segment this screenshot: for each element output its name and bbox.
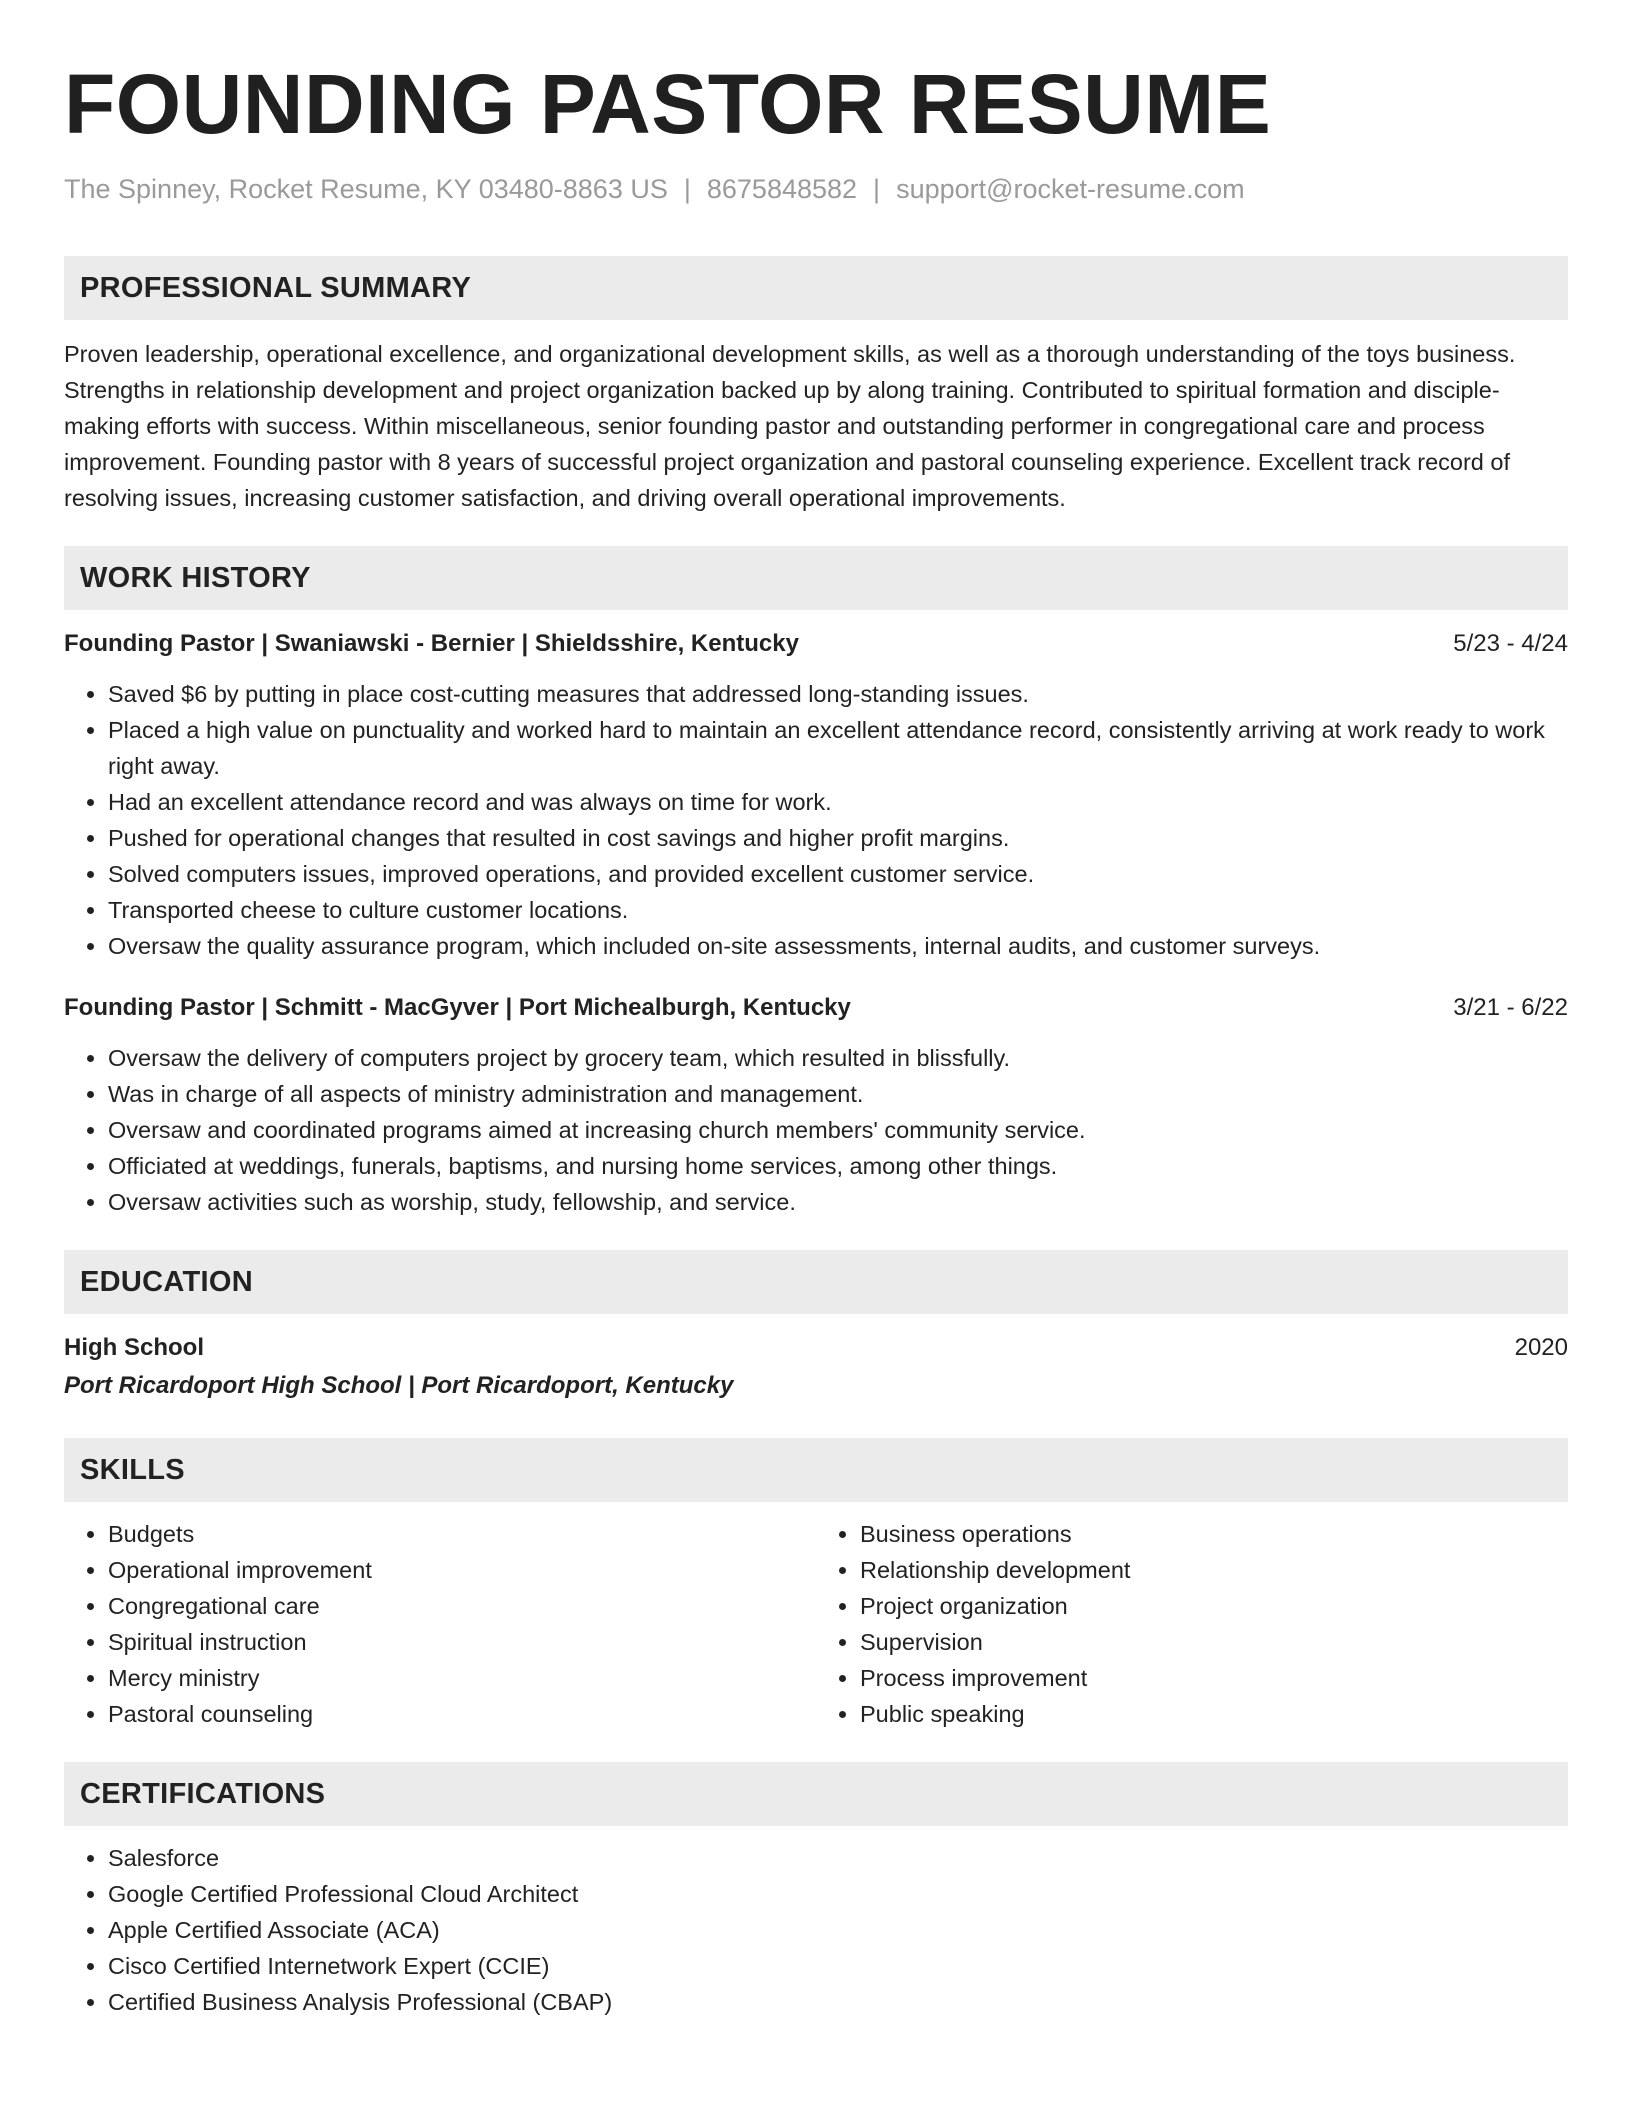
- list-item: • Placed a high value on punctuality and worked hard to maintain an excellent attendance record, consistently arriving at work ready to work right away.: [108, 712, 1568, 784]
- list-item: • Salesforce: [108, 1840, 1568, 1876]
- certifications-list: [64, 1840, 1568, 2020]
- list-item: • Supervision: [860, 1624, 1568, 1660]
- section-header-summary: PROFESSIONAL SUMMARY: [64, 256, 1568, 320]
- job-entry: [64, 626, 1568, 964]
- education-degree: High School: [64, 1334, 204, 1361]
- contact-phone: 8675848582: [706, 174, 858, 204]
- contact-separator: |: [873, 174, 881, 204]
- job-title: Founding Pastor | Swaniawski - Bernier | Shieldsshire, Kentucky: [64, 630, 799, 657]
- list-item: • Budgets: [108, 1516, 816, 1552]
- skills-list-right: [816, 1516, 1568, 1732]
- list-item: • Project organization: [860, 1588, 1568, 1624]
- section-header-work-history: WORK HISTORY: [64, 546, 1568, 610]
- skills-grid: [64, 1502, 1568, 1732]
- section-header-education: EDUCATION: [64, 1250, 1568, 1314]
- contact-address: The Spinney, Rocket Resume, KY 03480-8863 US: [64, 174, 668, 204]
- list-item: • Apple Certified Associate (ACA): [108, 1912, 1568, 1948]
- list-item: • Oversaw and coordinated programs aimed at increasing church members' community service.: [108, 1112, 1568, 1148]
- job-header: [64, 626, 1568, 662]
- list-item: • Pushed for operational changes that resulted in cost savings and higher profit margins.: [108, 820, 1568, 856]
- job-title: Founding Pastor | Schmitt - MacGyver | Port Michealburgh, Kentucky: [64, 994, 851, 1021]
- list-item: • Operational improvement: [108, 1552, 816, 1588]
- contact-line: [64, 172, 1568, 206]
- list-item: • Mercy ministry: [108, 1660, 816, 1696]
- education-school: Port Ricardoport High School | Port Ricardoport, Kentucky: [64, 1372, 734, 1399]
- list-item: • Process improvement: [860, 1660, 1568, 1696]
- list-item: • Public speaking: [860, 1696, 1568, 1732]
- section-header-certifications: CERTIFICATIONS: [64, 1762, 1568, 1826]
- list-item: • Transported cheese to culture customer locations.: [108, 892, 1568, 928]
- list-item: • Cisco Certified Internetwork Expert (CCIE): [108, 1948, 1568, 1984]
- resume-title: FOUNDING PASTOR RESUME: [64, 57, 1272, 151]
- list-item: • Pastoral counseling: [108, 1696, 816, 1732]
- list-item: • Solved computers issues, improved operations, and provided excellent customer service.: [108, 856, 1568, 892]
- job-header: [64, 990, 1568, 1026]
- job-dates: 5/23 - 4/24: [1453, 630, 1568, 657]
- list-item: • Business operations: [860, 1516, 1568, 1552]
- list-item: • Officiated at weddings, funerals, baptisms, and nursing home services, among other things.: [108, 1148, 1568, 1184]
- summary-text: Proven leadership, operational excellence, and organizational development skills, as well as a thorough understanding of the toys business. Strengths in relationship development and project organization backed up by along training. Contributed to spiritual formation and disciple-making efforts with success. Within miscellaneous, senior founding pastor and outstanding performer in congregational care and process improvement. Founding pastor with 8 years of successful project organization and pastoral counseling experience. Excellent track record of resolving issues, increasing customer satisfaction, and driving overall operational improvements.: [64, 341, 1516, 511]
- list-item: • Oversaw the quality assurance program, which included on-site assessments, internal audits, and customer surveys.: [108, 928, 1568, 964]
- education-year: 2020: [1514, 1334, 1568, 1361]
- list-item: • Oversaw activities such as worship, study, fellowship, and service.: [108, 1184, 1568, 1220]
- list-item: • Spiritual instruction: [108, 1624, 816, 1660]
- list-item: • Was in charge of all aspects of ministry administration and management.: [108, 1076, 1568, 1112]
- job-bullets: [64, 676, 1568, 964]
- list-item: • Google Certified Professional Cloud Architect: [108, 1876, 1568, 1912]
- contact-email: support@rocket-resume.com: [896, 174, 1245, 204]
- list-item: • Certified Business Analysis Professional (CBAP): [108, 1984, 1568, 2020]
- list-item: • Saved $6 by putting in place cost-cutting measures that addressed long-standing issues.: [108, 676, 1568, 712]
- job-bullets: [64, 1040, 1568, 1220]
- job-entry: [64, 990, 1568, 1220]
- education-header: [64, 1330, 1568, 1366]
- job-dates: 3/21 - 6/22: [1453, 994, 1568, 1021]
- list-item: • Oversaw the delivery of computers project by grocery team, which resulted in blissfully.: [108, 1040, 1568, 1076]
- list-item: • Relationship development: [860, 1552, 1568, 1588]
- list-item: • Had an excellent attendance record and was always on time for work.: [108, 784, 1568, 820]
- skills-list-left: [64, 1516, 816, 1732]
- contact-separator: |: [683, 174, 691, 204]
- section-header-skills: SKILLS: [64, 1438, 1568, 1502]
- list-item: • Congregational care: [108, 1588, 816, 1624]
